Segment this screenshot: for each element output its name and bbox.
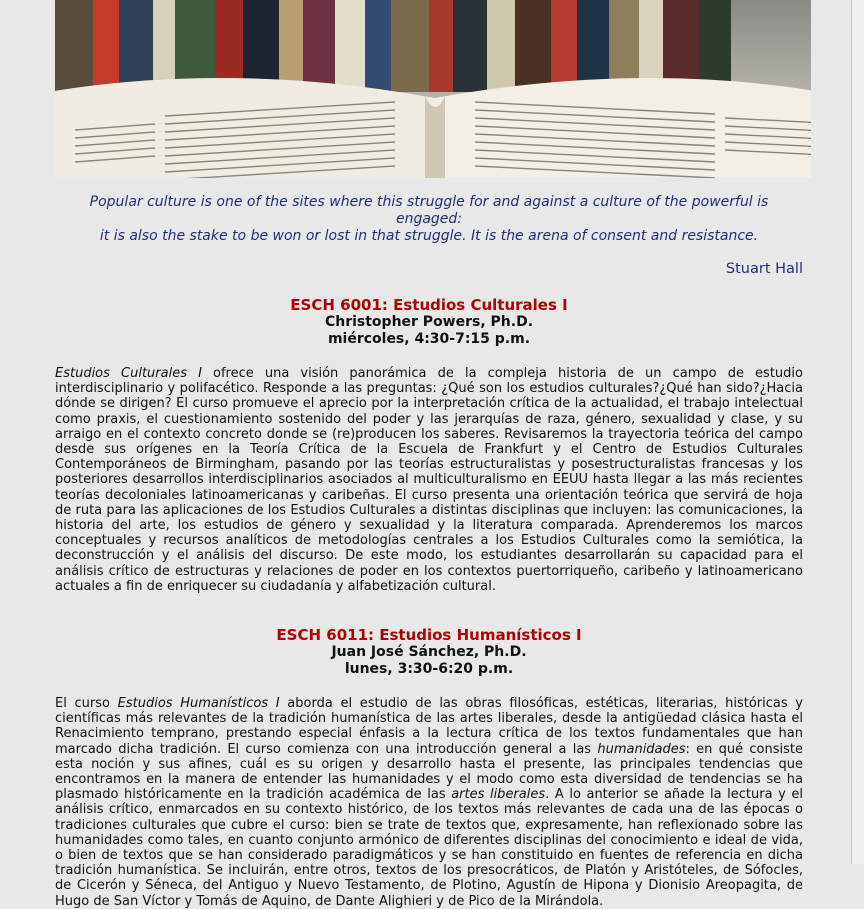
quote-author: Stuart Hall: [725, 261, 803, 277]
course-professor: Christopher Powers, Ph.D.: [324, 314, 534, 330]
course-schedule: lunes, 3:30-6:20 p.m.: [344, 661, 514, 678]
course-name-italic: Estudios Humanísticos I: [117, 696, 280, 712]
banner-image: [55, 0, 811, 178]
term-italic: humanidades: [597, 741, 686, 757]
course-description: [55, 696, 803, 909]
description-text: . A lo anterior se añade la lectura y el análisis crítico, enmarcados en su contexto histórico, de los textos más relevantes de cada una de las épocas o tradiciones culturales que cubre el curso: bien se trate de textos que, expresamente, han reflexionado sobre las humanidades como tales, en cuanto conjunto armónico de diferentes disciplinas del conocimiento e ideal de vida, o bien de textos que se han considerado paradigmáticos y se han constituido en fuentes de referencia en dicha tradición humanística. Se incluirán, entre otros, textos de los presocráticos, de Platón y Aristóteles, de Sófocles, de Cicerón y Séneca, del Antiguo y Nuevo Testamento, de Plotino, Agustín de Hipona y Dionisio Areopagita, de Hugo de San Víctor y Tomás de Aquino, de Dante Alighieri y de Pico de la Mirándola.: [55, 787, 803, 909]
quote-line-1: Popular culture is one of the sites where this struggle for and against a culture of the powerful is engaged:: [89, 194, 769, 227]
course-schedule: miércoles, 4:30-7:15 p.m.: [327, 331, 531, 347]
course-title: ESCH 6011: Estudios Humanísticos I: [276, 626, 582, 645]
open-book-graphic: [55, 58, 811, 178]
course-header-esch6011: [55, 627, 803, 678]
description-text: aborda el estudio de las obras filosóficas, estéticas, literarias, históricas y científicas más relevantes de la tradición humanística de las artes liberales, desde la antigüedad clásica hasta el Renacimiento temprano, prestando especial énfasis a la lectura crítica de los textos fundamentales que han marcado dicha tradición. El curso comienza con una introducción general a las: [55, 696, 803, 757]
course-name-italic: Estudios Culturales I: [55, 366, 202, 381]
description-text: ofrece una visión panorámica de la compleja historia de un campo de estudio interdisciplinario y polifacético. Responde a las preguntas: ¿Qué son los estudios culturales?¿Qué han sido?¿Hacia dónde se dirigen? El curso promueve el aprecio por la interpretación crítica de la actualidad, el trabajo intelectual como praxis, el cuestionamiento sostenido del poder y las jerarquías de raza, género, sexualidad y clase, y su arraigo en el contexto concreto donde se (re)producen los saberes. Revisaremos la trayectoria teórica del campo desde sus orígenes en la Teoría Crítica de la Escuela de Frankfurt y el Centro de Estudios Culturales Contemporáneos de Birmingham, pasando por las teorías estructuralistas y posestructuralistas francesas y los posteriores desarrollos interdisciplinarios asociados al multiculturalismo en EEUU hasta llegar a las más recientes teorías decoloniales latinoamericanas y caribeñas. El curso presenta una orientación teórica que servirá de hoja de ruta para las aplicaciones de los Estudios Culturales a distintas disciplinas que incluyen: las comunicaciones, la historia del arte, los estudios de género y sexualidad y la literatura comparada. Aprenderemos los marcos conceptuales y recursos analíticos de metodologías centrales a los Estudios Culturales como la semiótica, la deconstrucción y el análisis del discurso. De este modo, los estudiantes desarrollarán su capacidad para el análisis crítico de estructuras y relaciones de poder en los contextos puertorriqueño, caribeño y latinoamericano actuales a fin de enriquecer su ciudadanía y alfabetización cultural.: [55, 366, 803, 594]
course-title: ESCH 6001: Estudios Culturales I: [290, 296, 568, 314]
window-scrollbar[interactable]: [851, 0, 864, 864]
quote-line-2: it is also the stake to be won or lost in that struggle. It is the arena of consent and resistance.: [99, 228, 759, 244]
description-text: : en qué consiste esta noción y sus afines, cuál es su origen y desarrollo hasta el presente, las principales tendencias que encontramos en la manera de entender las humanidades y el modo como esta diversidad de tendencias se ha plasmado históricamente en la tradición académica de las: [55, 741, 803, 803]
term-italic: artes liberales: [451, 787, 546, 803]
course-header-esch6001: [55, 297, 803, 348]
description-text: El curso: [55, 696, 118, 712]
epigraph-quote: [55, 194, 803, 245]
course-description: [55, 366, 803, 594]
course-professor: Juan José Sánchez, Ph.D.: [331, 644, 527, 661]
page-content: [55, 0, 803, 909]
